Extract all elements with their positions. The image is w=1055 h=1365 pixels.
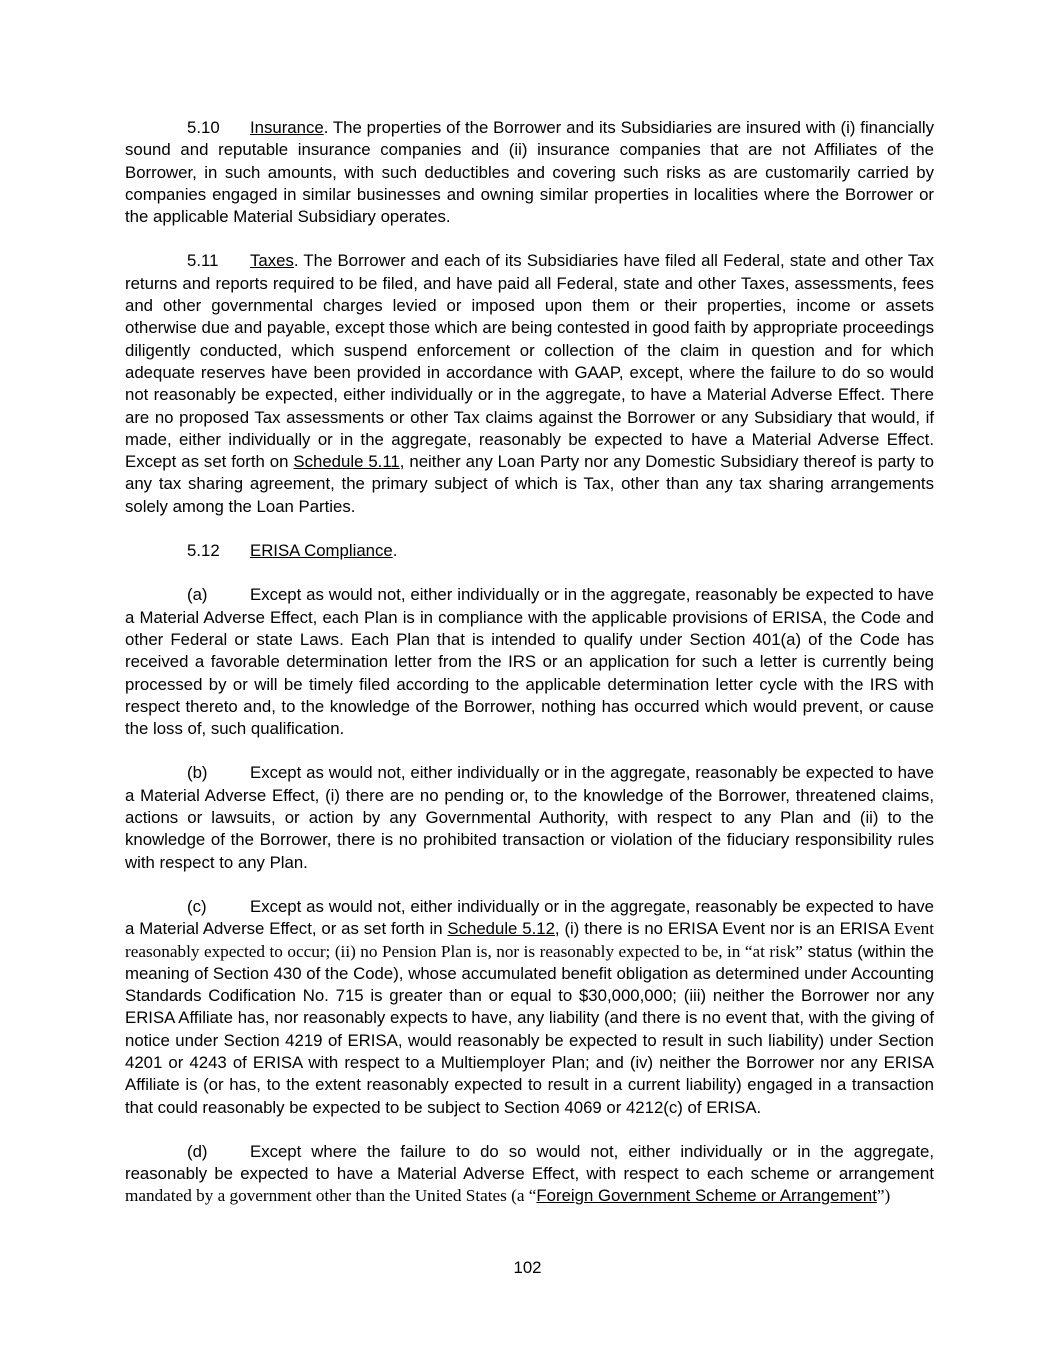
paragraph-5-12-c	[125, 896, 934, 1119]
section-heading-taxes: Taxes	[250, 251, 294, 271]
text-run: Except as would not, either individually or in the aggregate, reasonably be expected to have a Material Adverse Effect, (i) there are no pending or, to the knowledge of the Borrower, threatened claims, actions or lawsuits, or action by any Governmental Authority, with respect to any Plan and (ii) to the knowledge of the Borrower, there is no prohibited transaction or violation of the fiduciary responsibility rules with respect to any Plan.	[125, 763, 934, 872]
text-run: . The properties of the Borrower and its Subsidiaries are insured with (i) financially sound and reputable insurance companies and (ii) insurance companies that are not Affiliates of the Borrower, in such amounts, with such deductibles and covering such risks as are customarily carried by companies engaged in similar businesses and owning similar properties in localities where the Borrower or the applicable Material Subsidiary operates.	[125, 118, 934, 227]
text-run: , neither any Loan Party nor any Domestic Subsidiary thereof is party to any tax sharing agreement, the primary subject of which is Tax, other than any tax sharing arrangements solely among the Loan Parties.	[125, 452, 935, 516]
section-number-5-12: 5.12	[187, 541, 220, 561]
document-body	[125, 117, 934, 1230]
page-number: 102	[513, 1258, 542, 1277]
text-run: Except where the failure to do so would not, either individually or in the aggregate, reasonably be expected to have a Material Adverse Effect, with respect to each scheme or arrangement	[125, 1141, 934, 1184]
section-heading-erisa-compliance: ERISA Compliance	[250, 541, 393, 561]
text-run: . The Borrower and each of its Subsidiaries have filed all Federal, state and other Tax returns and reports required to be filed, and have paid all Federal, state and other Taxes, assessments, fees and other governmental charges levied or imposed upon them or their properties, income or assets otherwise due and payable, except those which are being contested in good faith by appropriate proceedings diligently conducted, which suspend enforcement or collection of the claim in question and for which adequate reserves have been provided in accordance with GAAP, except, where the failure to do so would not reasonably be expected, either individually or in the aggregate, to have a Material Adverse Effect. There are no proposed Tax assessments or other Tax claims against the Borrower or any Subsidiary that would, if made, either individually or in the aggregate, reasonably be expected to have a Material Adverse Effect. Except as set forth on	[125, 251, 934, 472]
text-run: ”)	[876, 1186, 891, 1206]
section-heading-insurance: Insurance	[250, 118, 324, 137]
section-number-5-10: 5.10	[187, 118, 220, 137]
text-run: mandated by a government other than the United States (a “	[125, 1186, 537, 1206]
text-run: Event reasonably expected to occur; (ii) no Pension Plan is, nor is reasonably expected to be, in “at risk”	[125, 919, 934, 961]
paragraph-5-12-a	[125, 584, 934, 740]
schedule-5-12-reference: Schedule 5.12	[447, 919, 555, 939]
text-run: Except as would not, either individually or in the aggregate, reasonably be expected to have a Material Adverse Effect, or as set forth in	[125, 896, 934, 939]
text-run: .	[392, 541, 398, 561]
paragraph-5-12-d	[125, 1141, 934, 1208]
subsection-label-c: (c)	[187, 896, 207, 916]
subsection-label-d: (d)	[187, 1141, 208, 1161]
paragraph-5-12-b	[125, 762, 934, 873]
paragraph-section-5-12-heading	[125, 540, 934, 562]
foreign-government-scheme-term: Foreign Government Scheme or Arrangement	[536, 1186, 877, 1206]
subsection-label-b: (b)	[187, 763, 208, 783]
schedule-5-11-reference: Schedule 5.11	[293, 452, 400, 472]
text-run: Except as would not, either individually or in the aggregate, reasonably be expected to have a Material Adverse Effect, each Plan is in compliance with the applicable provisions of ERISA, the Code and other Federal or state Laws. Each Plan that is intended to qualify under Section 401(a) of the Code has received a favorable determination letter from the IRS or an application for such a letter is currently being processed by or will be timely filed according to the applicable determination letter cycle with the IRS with respect thereto and, to the knowledge of the Borrower, nothing has occurred which would prevent, or cause the loss of, such qualification.	[125, 585, 934, 739]
paragraph-section-5-11	[125, 250, 934, 518]
subsection-label-a: (a)	[187, 585, 208, 605]
text-run: status (within the meaning of Section 430 of the Code), whose accumulated benefit obligation as determined under Accounting Standards Codification No. 715 is greater than or equal to $30,000,000; (iii) neither the Borrower nor any ERISA Affiliate has, nor reasonably expects to have, any liability (and there is no event that, with the giving of notice under Section 4219 of ERISA, would reasonably be expected to result in such liability) under Section 4201 or 4243 of ERISA with respect to a Multiemployer Plan; and (iv) neither the Borrower nor any ERISA Affiliate is (or has, to the extent reasonably expected to result in a current liability) engaged in a transaction that could reasonably be expected to be subject to Section 4069 or 4212(c) of ERISA.	[125, 941, 934, 1117]
section-number-5-11: 5.11	[187, 251, 219, 271]
paragraph-section-5-10	[125, 117, 934, 228]
text-run: , (i) there is no ERISA Event nor is an ERISA	[554, 919, 894, 939]
